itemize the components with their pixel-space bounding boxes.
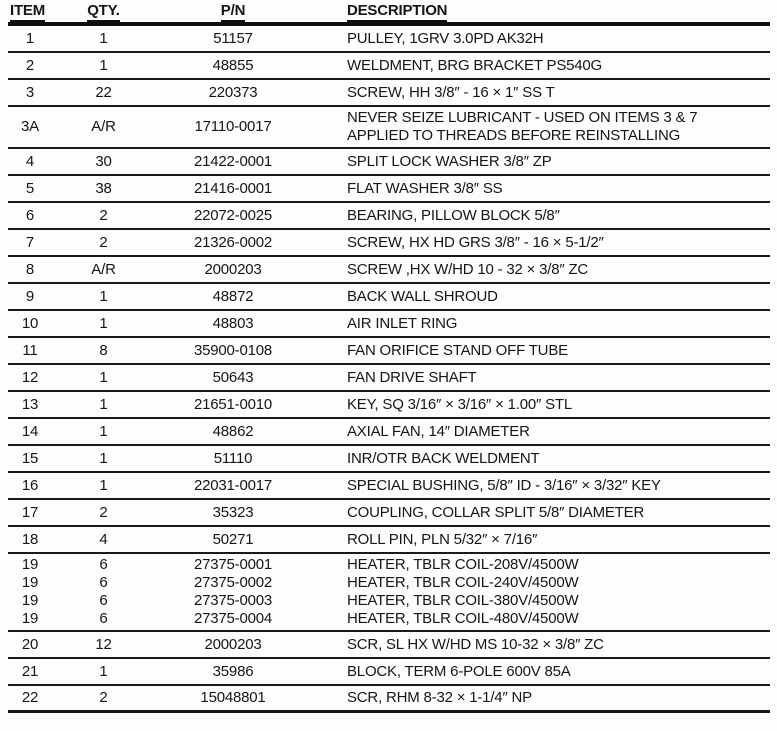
table-header-row (8, 2, 770, 26)
quantity: 30 (95, 152, 112, 170)
description-cell (327, 689, 770, 707)
item-number-cell (8, 369, 62, 387)
item-number: 19 (21, 556, 39, 573)
description: WELDMENT, BRG BRACKET PS540G (347, 56, 603, 74)
table-row (8, 659, 770, 686)
quantity: 1 (99, 422, 108, 440)
part-number-cell (152, 689, 327, 707)
quantity: 2 (99, 206, 108, 224)
table-row (8, 632, 770, 659)
quantity-cell (62, 30, 152, 48)
table-row (8, 80, 770, 107)
quantity: A/R (91, 260, 116, 278)
part-number-cell (152, 663, 327, 681)
item-number: 16 (21, 476, 39, 494)
quantity: 2 (99, 689, 108, 706)
quantity: 2 (99, 233, 108, 251)
quantity-cell (62, 504, 152, 522)
description-cell (327, 504, 770, 522)
description-cell (327, 369, 770, 387)
description-cell (327, 342, 770, 360)
description: AXIAL FAN, 14″ DIAMETER (347, 422, 530, 440)
item-number-cell (8, 30, 62, 48)
item-number: 19 (21, 574, 39, 591)
item-number: 12 (21, 368, 39, 386)
item-number: 20 (21, 635, 39, 653)
item-number-cell (8, 180, 62, 198)
quantity-cell (62, 663, 152, 681)
table-row (8, 176, 770, 203)
part-number: 15048801 (200, 689, 266, 706)
quantity: A/R (91, 118, 116, 135)
quantity-cell (62, 689, 152, 707)
table-row (8, 338, 770, 365)
description-cell (327, 84, 770, 102)
item-number: 17 (21, 503, 39, 521)
quantity-cell (62, 342, 152, 360)
item-number: 5 (25, 179, 35, 197)
description-cell (327, 109, 770, 145)
item-number-cell (8, 689, 62, 707)
part-number-cell (152, 531, 327, 549)
table-row (8, 149, 770, 176)
item-number: 18 (21, 530, 39, 548)
item-number: 3 (25, 83, 35, 101)
part-number: 27375-0003 (193, 592, 273, 609)
item-number-cell (8, 663, 62, 681)
description: SPLIT LOCK WASHER 3/8″ ZP (347, 152, 552, 170)
part-number: 22031-0017 (193, 476, 273, 494)
part-number-cell (152, 342, 327, 360)
quantity: 8 (99, 341, 108, 359)
part-number-cell (152, 636, 327, 654)
item-number: 6 (25, 206, 35, 224)
item-number: 22 (21, 689, 39, 706)
description: FLAT WASHER 3/8″ SS (347, 179, 503, 197)
description: BACK WALL SHROUD (347, 287, 498, 305)
description: COUPLING, COLLAR SPLIT 5/8″ DIAMETER (347, 503, 645, 521)
part-number: 220373 (208, 83, 258, 101)
column-header-item: ITEM (10, 3, 45, 22)
pn-header-cell (152, 2, 327, 22)
part-number-cell (152, 234, 327, 252)
table-row (8, 284, 770, 311)
item-number: 21 (21, 662, 39, 680)
part-number: 17110-0017 (194, 118, 272, 135)
description: ROLL PIN, PLN 5/32″ × 7/16″ (347, 530, 538, 548)
quantity: 38 (95, 179, 112, 197)
item-number-cell (8, 504, 62, 522)
part-number: 48803 (212, 314, 254, 332)
description: SCREW ,HX W/HD 10 - 32 × 3/8″ ZC (347, 260, 589, 278)
table-row (8, 230, 770, 257)
quantity: 12 (95, 635, 112, 653)
quantity: 22 (95, 83, 112, 101)
item-number-cell (8, 57, 62, 75)
quantity-cell (62, 118, 152, 136)
table-row (8, 392, 770, 419)
item-number-cell (8, 153, 62, 171)
description-cell (327, 556, 770, 628)
quantity-cell (62, 153, 152, 171)
item-number: 19 (21, 592, 39, 609)
description-cell (327, 315, 770, 333)
description: PULLEY, 1GRV 3.0PD AK32H (347, 29, 544, 47)
part-number: 2000203 (204, 260, 262, 278)
quantity-cell (62, 288, 152, 306)
part-number-cell (152, 261, 327, 279)
item-number: 2 (25, 56, 35, 74)
quantity-cell (62, 84, 152, 102)
part-number-cell (152, 30, 327, 48)
item-number-cell (8, 450, 62, 468)
part-number: 48872 (212, 287, 254, 305)
column-header-qty: QTY. (87, 3, 120, 22)
quantity: 1 (99, 395, 108, 413)
table-row (8, 107, 770, 149)
item-number-cell (8, 477, 62, 495)
parts-table (8, 2, 770, 713)
table-row (8, 365, 770, 392)
description: HEATER, TBLR COIL-208V/4500W (347, 556, 579, 573)
quantity: 6 (99, 592, 108, 609)
part-number: 21326-0002 (193, 233, 273, 251)
quantity-cell (62, 261, 152, 279)
part-number: 2000203 (204, 635, 262, 653)
table-row (8, 686, 770, 713)
quantity-cell (62, 315, 152, 333)
description-cell (327, 288, 770, 306)
item-number-cell (8, 261, 62, 279)
part-number: 48862 (212, 422, 254, 440)
item-number-cell (8, 84, 62, 102)
description-cell (327, 396, 770, 414)
part-number: 35986 (212, 662, 254, 680)
quantity-cell (62, 369, 152, 387)
parts-list-page (0, 2, 777, 731)
item-number-cell (8, 234, 62, 252)
quantity: 2 (99, 503, 108, 521)
description-cell (327, 423, 770, 441)
table-row (8, 554, 770, 632)
item-number-cell (8, 342, 62, 360)
item-number-cell (8, 288, 62, 306)
description: FAN ORIFICE STAND OFF TUBE (347, 341, 568, 359)
description: BEARING, PILLOW BLOCK 5/8″ (347, 206, 560, 224)
part-number-cell (152, 369, 327, 387)
description: APPLIED TO THREADS BEFORE REINSTALLING (347, 127, 681, 144)
description: HEATER, TBLR COIL-380V/4500W (347, 592, 579, 609)
quantity: 1 (99, 476, 108, 494)
quantity: 1 (99, 662, 108, 680)
part-number-cell (152, 423, 327, 441)
item-number: 14 (21, 422, 39, 440)
column-header-description: DESCRIPTION (347, 3, 447, 22)
part-number: 21651-0010 (193, 395, 273, 413)
description: SCR, SL HX W/HD MS 10-32 × 3/8″ ZC (347, 635, 604, 653)
item-number: 19 (21, 610, 39, 627)
part-number: 51157 (213, 29, 253, 47)
item-number: 10 (21, 314, 39, 332)
description: SCR, RHM 8-32 × 1-1/4″ NP (347, 689, 532, 706)
item-header-cell (8, 2, 62, 22)
item-number-cell (8, 118, 62, 136)
part-number-cell (152, 315, 327, 333)
item-number-cell (8, 315, 62, 333)
part-number-cell (152, 396, 327, 414)
description-cell (327, 663, 770, 681)
quantity: 6 (99, 574, 108, 591)
quantity-cell (62, 180, 152, 198)
part-number: 50643 (212, 368, 254, 386)
quantity-cell (62, 556, 152, 628)
description: KEY, SQ 3/16″ × 3/16″ × 1.00″ STL (347, 395, 573, 413)
item-number: 9 (25, 287, 35, 305)
quantity-cell (62, 531, 152, 549)
item-number: 8 (25, 260, 35, 278)
description-cell (327, 180, 770, 198)
part-number-cell (152, 450, 327, 468)
part-number-cell (152, 207, 327, 225)
qty-header-cell (62, 2, 152, 22)
item-number: 7 (25, 233, 35, 251)
quantity: 1 (99, 287, 108, 305)
table-row (8, 311, 770, 338)
description: SCREW, HH 3/8″ - 16 × 1″ SS T (347, 83, 555, 101)
part-number-cell (152, 84, 327, 102)
part-number-cell (152, 477, 327, 495)
quantity-cell (62, 207, 152, 225)
part-number-cell (152, 180, 327, 198)
table-row (8, 257, 770, 284)
quantity-cell (62, 57, 152, 75)
quantity: 1 (99, 368, 108, 386)
table-row (8, 446, 770, 473)
part-number-cell (152, 504, 327, 522)
table-body (8, 26, 770, 713)
description: AIR INLET RING (347, 314, 458, 332)
part-number: 21422-0001 (193, 152, 273, 170)
part-number-cell (152, 118, 327, 136)
table-row (8, 473, 770, 500)
description-cell (327, 531, 770, 549)
description-header-cell (327, 2, 770, 22)
item-number: 3A (21, 118, 39, 135)
description: NEVER SEIZE LUBRICANT - USED ON ITEMS 3 & 7 (347, 109, 698, 126)
description: SCREW, HX HD GRS 3/8″ - 16 × 5-1/2″ (347, 233, 604, 251)
description-cell (327, 207, 770, 225)
description: INR/OTR BACK WELDMENT (347, 449, 540, 467)
part-number: 50271 (212, 530, 254, 548)
column-header-pn: P/N (221, 3, 245, 22)
quantity: 1 (99, 56, 108, 74)
description-cell (327, 153, 770, 171)
part-number: 27375-0004 (193, 610, 273, 627)
item-number: 4 (25, 152, 35, 170)
quantity-cell (62, 423, 152, 441)
item-number: 11 (22, 341, 38, 359)
quantity: 4 (99, 530, 108, 548)
description-cell (327, 234, 770, 252)
quantity-cell (62, 234, 152, 252)
description-cell (327, 261, 770, 279)
item-number-cell (8, 396, 62, 414)
quantity-cell (62, 636, 152, 654)
table-row (8, 26, 770, 53)
part-number: 48855 (212, 56, 254, 74)
quantity-cell (62, 477, 152, 495)
quantity: 1 (99, 314, 108, 332)
part-number: 21416-0001 (193, 179, 273, 197)
item-number: 15 (21, 449, 39, 467)
description-cell (327, 477, 770, 495)
part-number: 22072-0025 (193, 206, 273, 224)
description: BLOCK, TERM 6-POLE 600V 85A (347, 662, 571, 680)
part-number-cell (152, 556, 327, 628)
description: HEATER, TBLR COIL-480V/4500W (347, 610, 579, 627)
description: SPECIAL BUSHING, 5/8″ ID - 3/16″ × 3/32″ KEY (347, 476, 661, 494)
quantity: 6 (99, 610, 108, 627)
description: HEATER, TBLR COIL-240V/4500W (347, 574, 579, 591)
table-row (8, 419, 770, 446)
quantity-cell (62, 396, 152, 414)
description: FAN DRIVE SHAFT (347, 368, 477, 386)
part-number: 27375-0002 (193, 574, 273, 591)
quantity: 6 (99, 556, 108, 573)
table-row (8, 53, 770, 80)
part-number-cell (152, 153, 327, 171)
part-number: 27375-0001 (193, 556, 273, 573)
part-number-cell (152, 288, 327, 306)
part-number: 51110 (213, 449, 253, 467)
item-number: 13 (21, 395, 39, 413)
quantity: 1 (99, 29, 108, 47)
item-number-cell (8, 636, 62, 654)
item-number-cell (8, 423, 62, 441)
description-cell (327, 636, 770, 654)
item-number-cell (8, 556, 62, 628)
part-number: 35323 (212, 503, 254, 521)
description-cell (327, 450, 770, 468)
quantity: 1 (99, 449, 108, 467)
item-number-cell (8, 207, 62, 225)
quantity-cell (62, 450, 152, 468)
part-number: 35900-0108 (193, 341, 273, 359)
item-number: 1 (25, 29, 35, 47)
part-number-cell (152, 57, 327, 75)
table-row (8, 527, 770, 554)
description-cell (327, 57, 770, 75)
table-row (8, 500, 770, 527)
table-row (8, 203, 770, 230)
item-number-cell (8, 531, 62, 549)
description-cell (327, 30, 770, 48)
